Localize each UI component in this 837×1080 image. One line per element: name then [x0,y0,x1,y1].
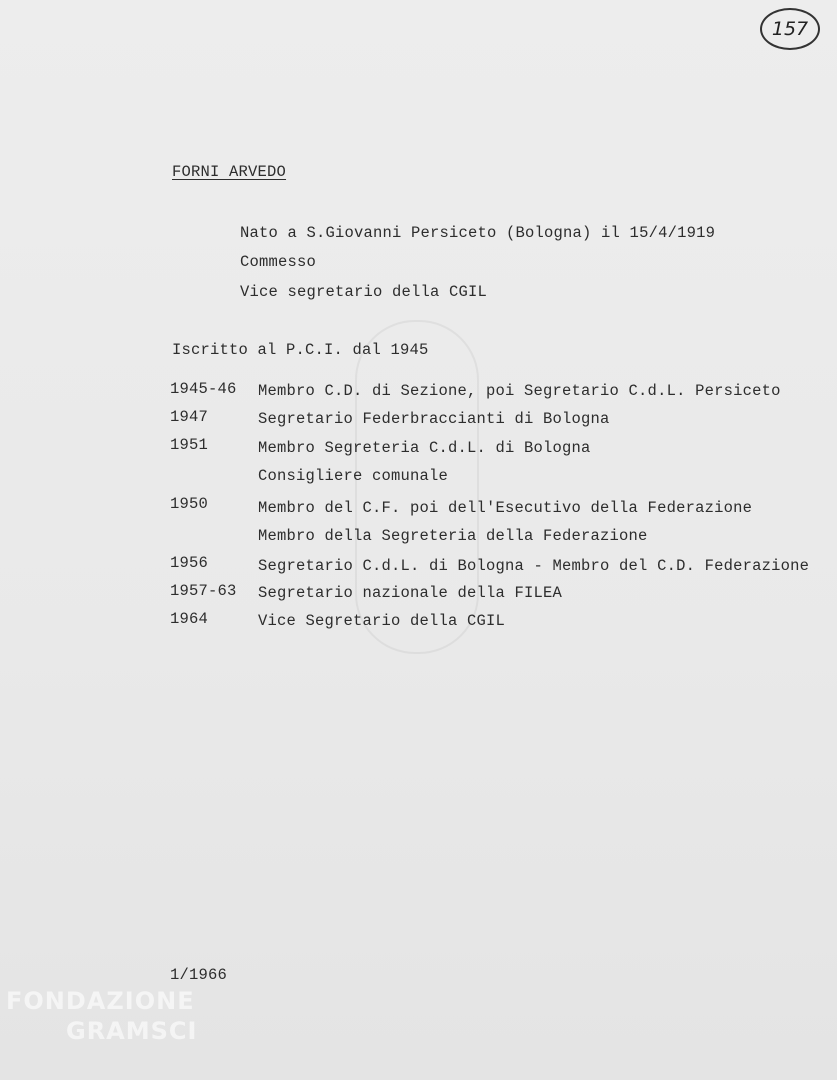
career-year: 1945-46 [170,380,237,398]
bio-occupation: Commesso [240,253,317,271]
career-entry: Membro della Segreteria della Federazione [258,527,648,545]
career-entry: Vice Segretario della CGIL [258,612,506,630]
career-year: 1964 [170,610,209,628]
career-entry: Segretario Federbraccianti di Bologna [258,410,610,428]
bio-birth: Nato a S.Giovanni Persiceto (Bologna) il 15/4/1919 [240,224,716,242]
watermark-line-1: FONDAZIONE [6,987,195,1015]
career-year: 1947 [170,408,209,426]
fondazione-gramsci-watermark [6,986,197,1046]
document-date: 1/1966 [170,966,228,984]
person-name-heading: FORNI ARVEDO [172,163,287,181]
watermark-line-2: GRAMSCI [66,1017,198,1045]
career-entry: Segretario C.d.L. di Bologna - Membro del C.D. Federazione [258,557,810,575]
career-year: 1950 [170,495,209,513]
career-entry: Membro C.D. di Sezione, poi Segretario C.d.L. Persiceto [258,382,781,400]
bio-role: Vice segretario della CGIL [240,283,488,301]
career-entry: Segretario nazionale della FILEA [258,584,563,602]
party-membership: Iscritto al P.C.I. dal 1945 [172,341,429,359]
faint-stamp [355,320,479,654]
page-number-circle [760,8,820,50]
career-entry: Membro Segreteria C.d.L. di Bologna [258,439,591,457]
career-year: 1956 [170,554,209,572]
page-number: 157 [771,18,809,40]
career-year: 1957-63 [170,582,237,600]
career-year: 1951 [170,436,209,454]
career-entry: Consigliere comunale [258,467,449,485]
career-entry: Membro del C.F. poi dell'Esecutivo della Federazione [258,499,753,517]
